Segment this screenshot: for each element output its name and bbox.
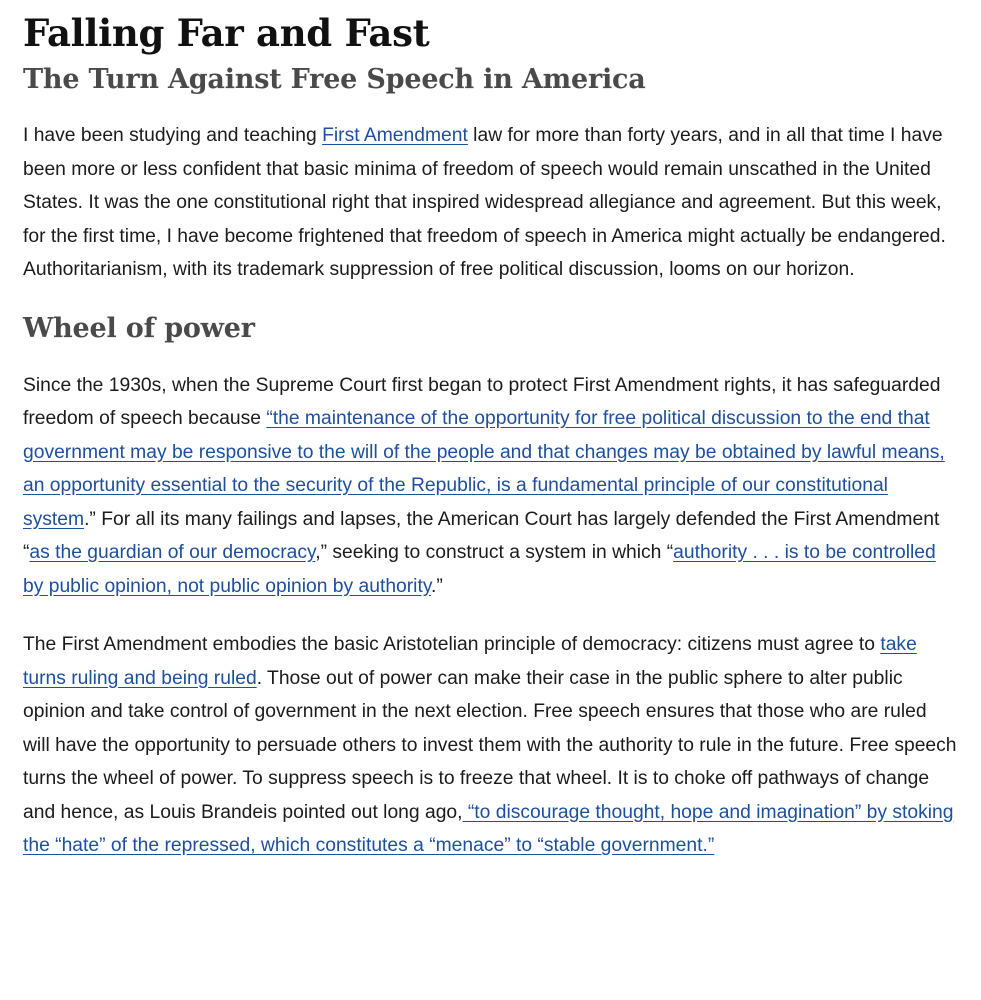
para3-text-1: The First Amendment embodies the basic Aristotelian principle of democracy: citizens must agree to [23,634,881,655]
section-heading: Wheel of power [23,312,255,344]
article-subtitle: The Turn Against Free Speech in America [23,64,646,95]
paragraph-aristotelian [23,628,958,863]
para2-text-1: Since the 1930s, when the Supreme Court first began to protect First Amendment rights, it has safeguarded freedom of speech because [23,374,941,429]
authority-public-opinion-link[interactable]: authority . . . is to be controlled by public opinion, not public opinion by authority [23,542,936,597]
para2-text-2: .” For all its many failings and lapses, the American Court has largely defended the First Amendment “ [23,508,940,563]
take-turns-ruling-link[interactable]: take turns ruling and being ruled [23,634,917,689]
para2-text-3: ,” seeking to construct a system in which “ [315,542,674,563]
guardian-of-democracy-link[interactable]: as the guardian of our democracy [29,542,316,563]
paragraph-supreme-court [23,369,958,604]
brandeis-quote-link[interactable]: “to discourage thought, hope and imagination” by stoking the “hate” of the repressed, which constitutes a “menace” to “stable government.” [23,801,954,856]
para2-text-4: .” [431,575,443,597]
intro-paragraph [23,119,958,287]
article-title: Falling Far and Fast [23,11,430,55]
intro-text-2: law for more than forty years, and in all that time I have been more or less confident that basic minima of freedom of speech would remain unscathed in the United States. It was the one constitutional right that inspired widespread allegiance and agreement. But this week, for the first time, I have become frightened that freedom of speech in America might actually be endangered. Authoritarianism, with its trademark suppression of free political discussion, looms on our horizon. [23,125,946,280]
para3-text-2: . Those out of power can make their case in the public sphere to alter public opinion and take control of government in the next election. Free speech ensures that those who are ruled will have the opportunity to persuade others to invest them with the authority to rule in the future. Free speech turns the wheel of power. To suppress speech is to freeze that wheel. It is to choke off pathways of change and hence, as Louis Brandeis pointed out long ago, [23,667,957,823]
free-political-discussion-link[interactable]: “the maintenance of the opportunity for free political discussion to the end that government may be responsive to the will of the people and that changes may be obtained by lawful means, an opportunity essential to the security of the Republic, is a fundamental principle of our constitutional system [23,408,945,530]
article [23,10,958,863]
first-amendment-link[interactable]: First Amendment [322,125,468,146]
intro-text-1: I have been studying and teaching [23,125,323,146]
